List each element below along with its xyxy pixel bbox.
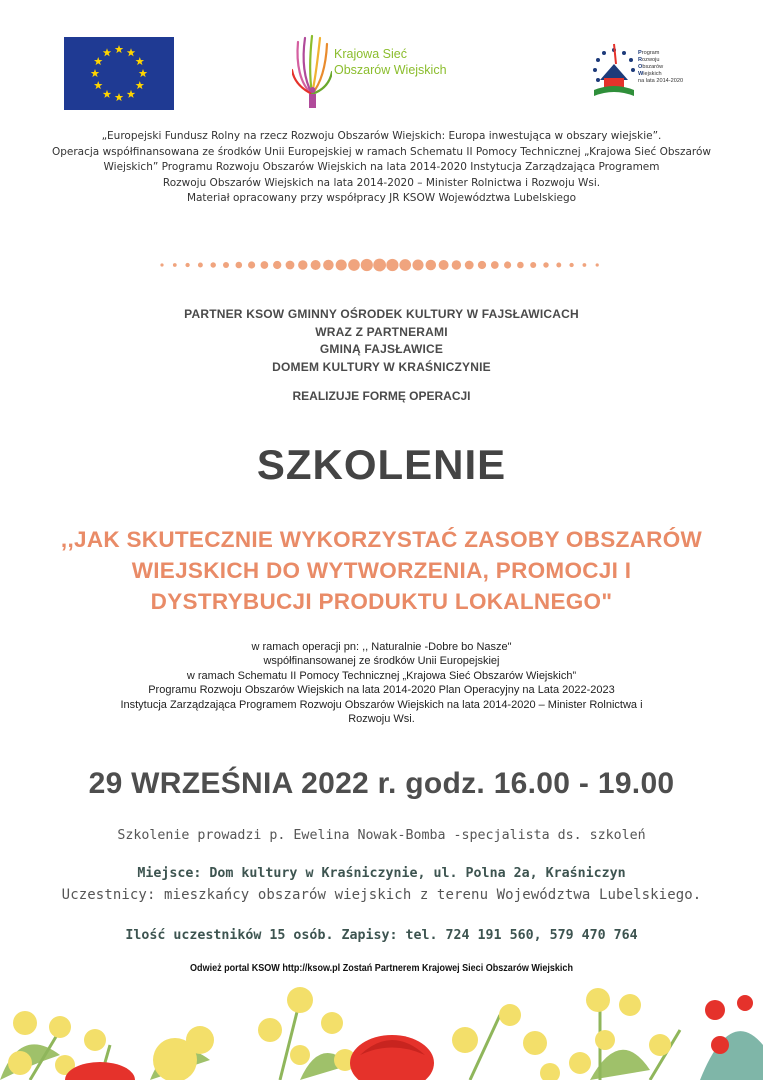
divider-dot — [348, 259, 360, 271]
divider-dot — [336, 259, 347, 270]
operation-line: Instytucja Zarządzająca Programem Rozwoju Obszarów Wiejskich na lata 2014-2020 – Minister Rolnictwa i — [120, 698, 643, 711]
ksow-logo-line2: Obszarów Wiejskich — [334, 63, 447, 77]
eu-star-icon — [103, 48, 112, 56]
participants-info: Uczestnicy: mieszkańcy obszarów wiejskich z terenu Województwa Lubelskiego. — [61, 887, 702, 903]
operation-line: współfinansowanej ze środków Unii Europejskiej — [263, 655, 500, 668]
trainer-info: Szkolenie prowadzi p. Ewelina Nowak-Bomba -specjalista ds. szkoleń — [117, 828, 646, 843]
divider-dot — [373, 259, 386, 272]
divider-dot — [583, 263, 587, 267]
divider-dot — [399, 259, 411, 271]
prow-word-4: iejskich — [643, 71, 662, 77]
divider-dot — [412, 259, 423, 270]
divider-dot — [517, 262, 524, 269]
prow-house-icon — [590, 40, 638, 104]
partners-block — [0, 306, 763, 376]
divider-dot — [556, 263, 561, 268]
divider-dot — [311, 260, 321, 270]
eu-star-icon — [94, 57, 103, 65]
operation-line: Rozwoju Wsi. — [348, 713, 415, 726]
eu-star-icon — [115, 45, 124, 53]
realizuje-label: REALIZUJE FORMĘ OPERACJI — [292, 389, 471, 403]
eu-star-icon — [103, 90, 112, 98]
eu-star-icon — [91, 69, 100, 77]
divider-dot — [323, 260, 334, 271]
event-date: 29 WRZEŚNIA 2022 r. godz. 16.00 - 19.00 — [88, 767, 675, 800]
partner-line: GMINĄ FAJSŁAWICE — [319, 342, 444, 356]
training-title-line: ,,JAK SKUTECZNIE WYKORZYSTAĆ ZASOBY OBSZARÓW — [60, 527, 703, 552]
divider-dot — [386, 259, 398, 271]
prow-letter-r: R — [638, 57, 643, 63]
partner-line: WRAZ Z PARTNERAMI — [315, 324, 448, 339]
divider-dot — [236, 262, 243, 269]
operation-line: w ramach Schematu II Pomocy Technicznej „Krajowa Sieć Obszarów Wiejskich” — [186, 669, 577, 682]
dotted-divider — [150, 256, 610, 274]
prow-word-1: rogram — [641, 50, 660, 56]
partner-line: PARTNER KSOW GMINNY OŚRODEK KULTURY W FAJSŁAWICACH — [184, 307, 579, 321]
operation-line: w ramach operacji pn: ,, Naturalnie -Dobre bo Nasze" — [251, 641, 512, 653]
operation-description — [0, 640, 763, 726]
eu-star-icon — [139, 69, 148, 77]
intro-line: Wiejskich” Programu Rozwoju Obszarów Wiejskich na lata 2014-2020 Instytucja Zarządzająca Programem — [103, 161, 660, 174]
divider-dot — [223, 262, 229, 268]
divider-dot — [543, 262, 548, 267]
intro-line: „Europejski Fundusz Rolny na rzecz Rozwoju Obszarów Wiejskich: Europa inwestująca w obszary wiejskie”. — [101, 130, 662, 142]
venue-info: Miejsce: Dom kultury w Kraśniczynie, ul. Polna 2a, Kraśniczyn — [137, 866, 626, 881]
eu-star-icon — [127, 90, 136, 98]
intro-line: Materiał opracowany przy współpracy JR KSOW Województwa Lubelskiego — [186, 192, 577, 205]
divider-dot — [248, 261, 255, 268]
divider-dot — [530, 262, 536, 268]
divider-dot — [465, 261, 474, 270]
divider-dot — [198, 263, 203, 268]
training-title-line: DYSTRYBUCJI PRODUKTU LOKALNEGO" — [150, 589, 613, 614]
prow-logo — [590, 40, 700, 110]
divider-dot — [504, 261, 511, 268]
divider-dot — [298, 260, 307, 269]
operation-line: Programu Rozwoju Obszarów Wiejskich na lata 2014-2020 Plan Operacyjny na Lata 2022-2023 — [148, 684, 615, 697]
eu-flag-logo — [64, 37, 174, 110]
divider-dot — [452, 260, 461, 269]
flower-decoration — [0, 985, 763, 1080]
training-title-line: WIEJSKICH DO WYTWORZENIA, PROMOCJI I — [131, 558, 632, 583]
prow-word-2: ozwoju — [642, 57, 660, 63]
divider-dot — [185, 263, 189, 267]
divider-dot — [261, 261, 269, 269]
intro-line: Operacja współfinansowana ze środków Unii Europejskiej w ramach Schematu II Pomocy Technicznej „Krajowa Sieć Obszarów — [51, 145, 712, 158]
divider-dot — [273, 261, 281, 269]
prow-letter-o: O — [638, 64, 643, 70]
divider-dot — [478, 261, 486, 269]
divider-dot — [426, 260, 437, 271]
divider-dot — [286, 261, 295, 270]
prow-letter-w: W — [638, 71, 644, 77]
eu-stars-icon — [64, 37, 174, 110]
eu-star-icon — [127, 48, 136, 56]
intro-paragraph — [0, 129, 763, 207]
divider-dot — [569, 263, 573, 267]
ksow-tree-icon — [292, 34, 332, 112]
page-title: SZKOLENIE — [256, 441, 507, 488]
divider-dot — [160, 263, 163, 266]
ksow-logo-line1: Krajowa Sieć — [334, 47, 407, 61]
prow-logo-text — [638, 50, 683, 85]
registration-info: Ilość uczestników 15 osób. Zapisy: tel. 724 191 560, 579 470 764 — [125, 928, 638, 943]
partner-line: DOMEM KULTURY W KRAŚNICZYNIE — [272, 359, 491, 374]
eu-star-icon — [94, 81, 103, 89]
divider-dot — [596, 263, 599, 266]
eu-star-icon — [136, 81, 145, 89]
ksow-logo-text — [334, 46, 447, 78]
eu-star-icon — [136, 57, 145, 65]
intro-line: Rozwoju Obszarów Wiejskich na lata 2014-2020 – Minister Rolnictwa i Rozwoju Wsi. — [162, 176, 601, 189]
prow-years: na lata 2014-2020 — [638, 78, 684, 84]
eu-star-icon — [115, 93, 124, 101]
prow-letter-p: P — [638, 50, 642, 56]
divider-dot — [439, 260, 449, 270]
divider-dot — [173, 263, 177, 267]
divider-dot — [361, 259, 373, 271]
training-title — [0, 524, 763, 617]
ksow-logo — [292, 34, 492, 112]
footer-note: Odwież portal KSOW http://ksow.pl Zostań Partnerem Krajowej Sieci Obszarów Wiejskich — [190, 962, 573, 974]
divider-dot — [210, 262, 215, 267]
divider-dot — [491, 261, 499, 269]
prow-word-3: bszarów — [642, 64, 664, 70]
